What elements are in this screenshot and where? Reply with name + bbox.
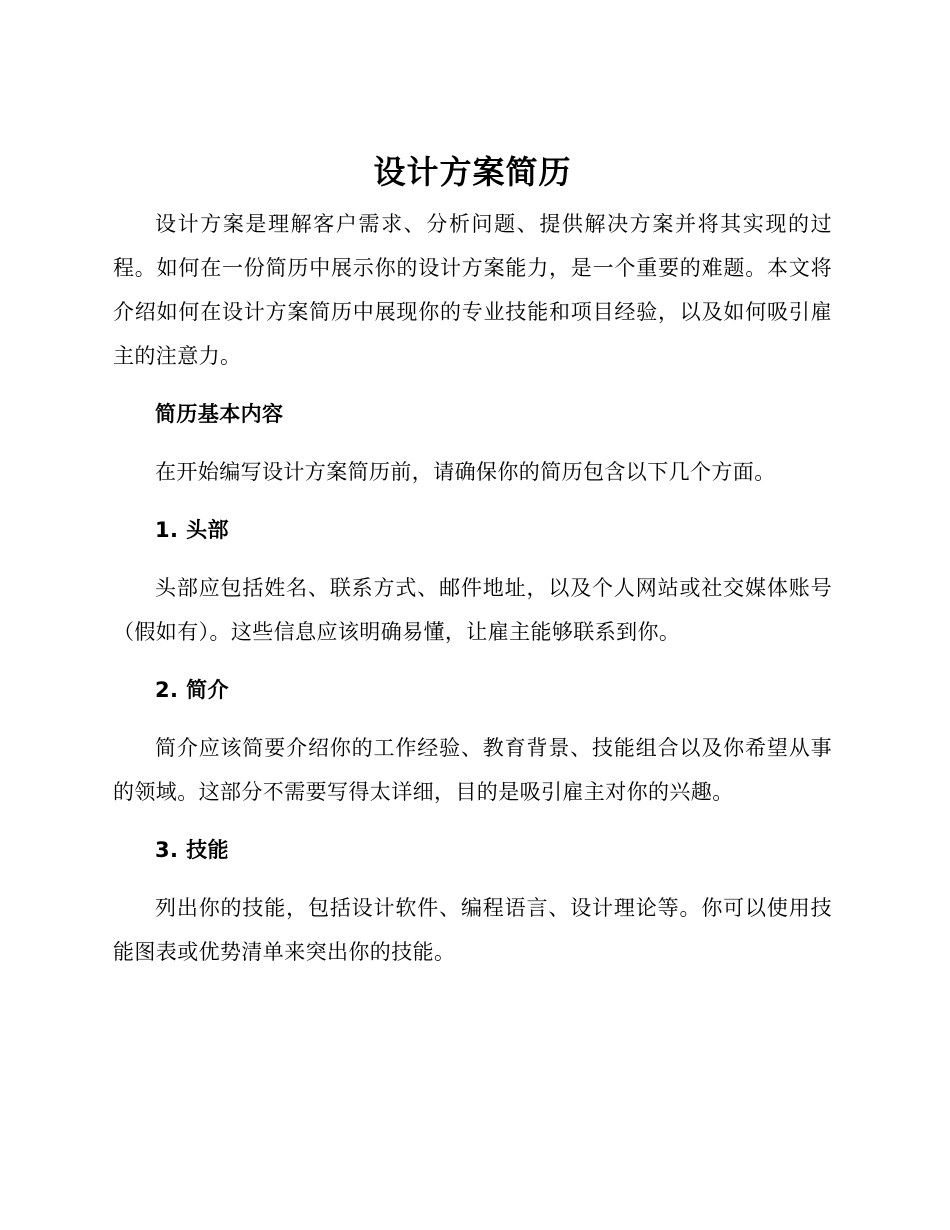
section-heading-summary: 2. 简介 [155, 678, 229, 702]
section-text-basic: 在开始编写设计方案简历前，请确保你的简历包含以下几个方面。 [155, 460, 776, 484]
section-heading-skills: 3. 技能 [155, 838, 229, 862]
section-text-summary: 简介应该简要介绍你的工作经验、教育背景、技能组合以及你希望从事的领域。这部分不需要写得太详细，目的是吸引雇主对你的兴趣。 [113, 736, 832, 804]
section-heading-header: 1. 头部 [155, 518, 229, 542]
section-text-header: 头部应包括姓名、联系方式、邮件地址，以及个人网站或社交媒体账号（假如有）。这些信息应该明确易懂，让雇主能够联系到你。 [113, 576, 832, 644]
intro-paragraph: 设计方案是理解客户需求、分析问题、提供解决方案并将其实现的过程。如何在一份简历中展示你的设计方案能力，是一个重要的难题。本文将介绍如何在设计方案简历中展现你的专业技能和项目经验，以及如何吸引雇主的注意力。 [113, 212, 832, 368]
document-title: 设计方案简历 [373, 153, 572, 191]
section-text-skills: 列出你的技能，包括设计软件、编程语言、设计理论等。你可以使用技能图表或优势清单来突出你的技能。 [113, 896, 832, 964]
section-heading-basic: 简历基本内容 [155, 402, 284, 426]
